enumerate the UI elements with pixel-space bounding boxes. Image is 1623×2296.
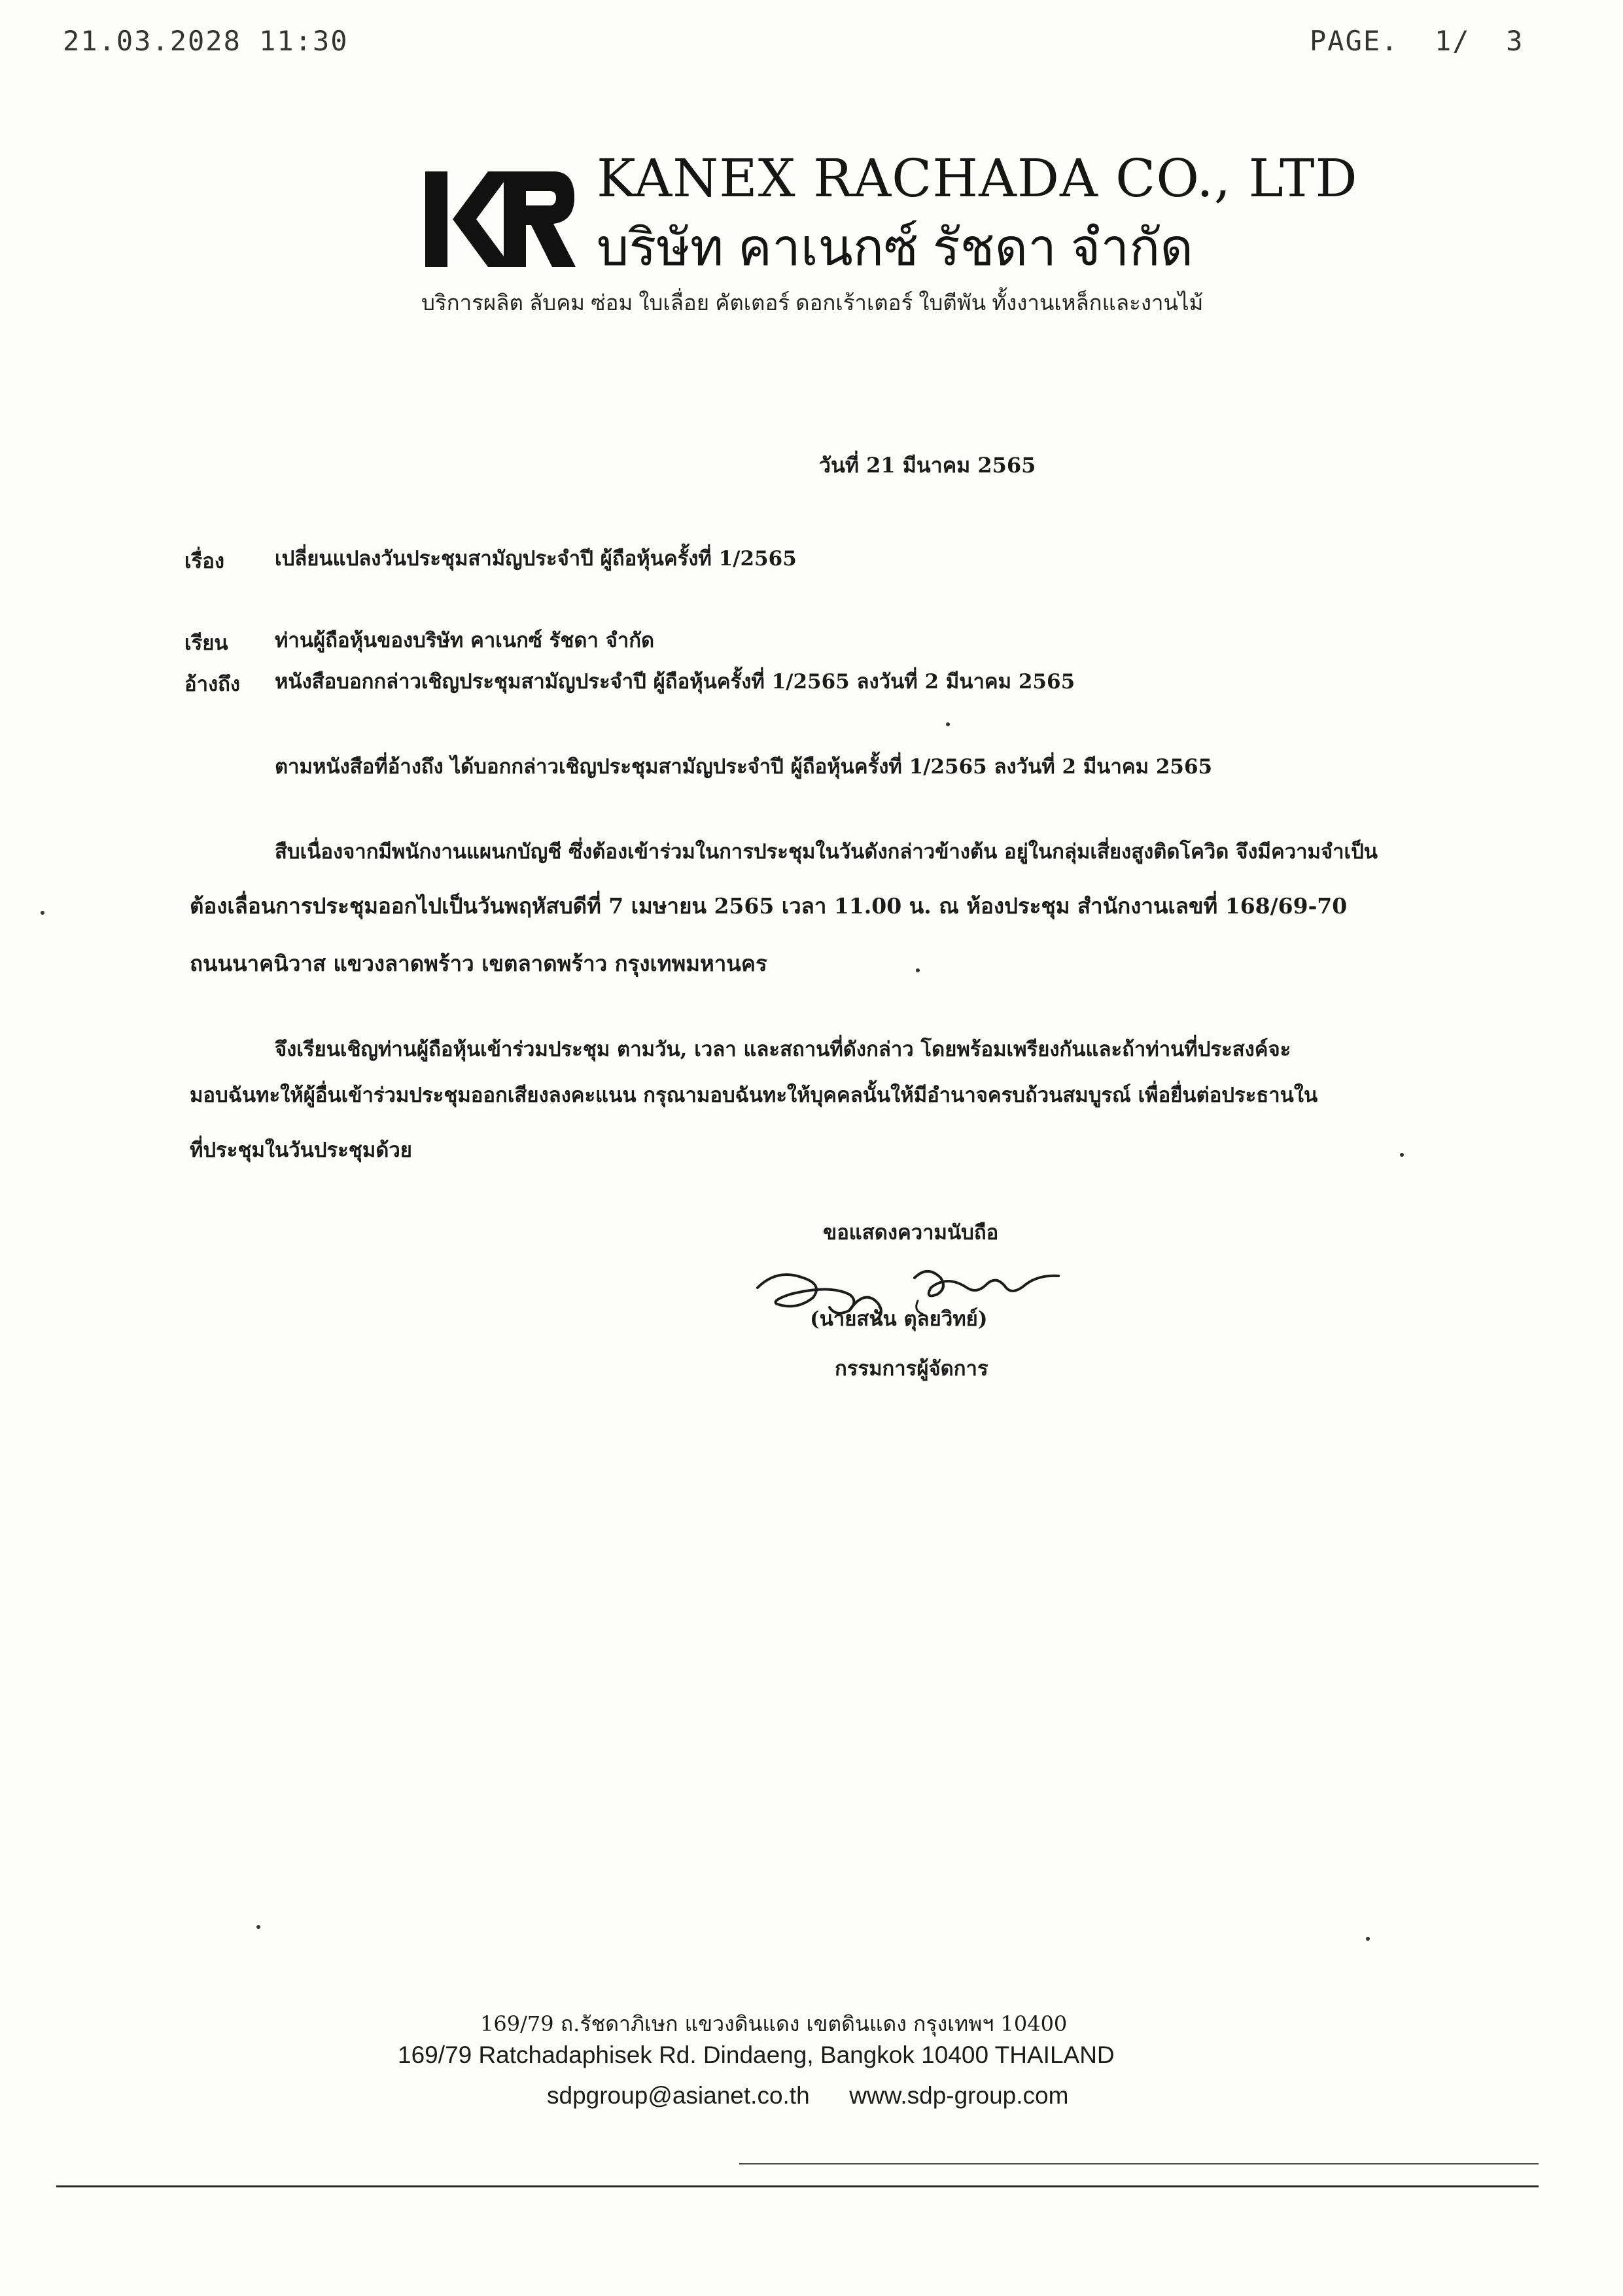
footer-website: www.sdp-group.com (849, 2082, 1069, 2109)
footer-address-th: 169/79 ถ.รัชดาภิเษก แขวงดินแดง เขตดินแดง กรุงเทพฯ 10400 (480, 2011, 1068, 2036)
to-text: ท่านผู้ถือหุ้นของบริษัท คาเนกซ์ รัชดา จำกัด (275, 629, 655, 652)
fax-timestamp: 21.03.2028 11:30 (63, 25, 349, 57)
subject-text: เปลี่ยนแปลงวันประชุมสามัญประจำปี ผู้ถือหุ้นครั้งที่ 1/2565 (275, 547, 797, 571)
footer-email: sdpgroup@asianet.co.th (547, 2082, 810, 2109)
signer-name: (นายสนั่น ตุลยวิทย์) (810, 1307, 988, 1331)
footer-rule-upper (739, 2163, 1539, 2164)
footer-contact (547, 2082, 1068, 2110)
signer-position: กรรมการผู้จัดการ (835, 1357, 988, 1381)
subject-label: เรื่อง (184, 550, 225, 573)
fax-page-indicator: PAGE. 1/ 3 (1310, 25, 1524, 57)
scan-speck (1400, 1153, 1404, 1157)
scan-speck (916, 968, 920, 972)
footer-address-en: 169/79 Ratchadaphisek Rd. Dindaeng, Bangkok 10400 THAILAND (398, 2041, 1115, 2068)
to-label: เรียน (184, 631, 228, 655)
company-name-en: KANEX RACHADA CO., LTD (597, 148, 1358, 209)
letter-date: วันที่ 21 มีนาคม 2565 (819, 453, 1036, 478)
paragraph-3-line-2: มอบฉันทะให้ผู้อื่นเข้าร่วมประชุมออกเสียงลงคะแนน กรุณามอบฉันทะให้บุคคลนั้นให้มีอำนาจครบถ้วนสมบูรณ์ เพื่อยื่นต่อประธานใน (190, 1084, 1318, 1107)
company-logo (425, 171, 576, 267)
scan-speck (41, 911, 44, 915)
footer-rule (56, 2185, 1539, 2187)
ref-text: หนังสือบอกกล่าวเชิญประชุมสามัญประจำปี ผู้ถือหุ้นครั้งที่ 1/2565 ลงวันที่ 2 มีนาคม 2565 (275, 670, 1075, 694)
closing-text: ขอแสดงความนับถือ (823, 1221, 999, 1245)
paragraph-2-line-3: ถนนนาคนิวาส แขวงลาดพร้าว เขตลาดพร้าว กรุงเทพมหานคร (190, 951, 767, 976)
scan-speck (946, 722, 950, 726)
scan-speck (256, 1925, 260, 1929)
paragraph-1: ตามหนังสือที่อ้างถึง ได้บอกกล่าวเชิญประชุมสามัญประจำปี ผู้ถือหุ้นครั้งที่ 1/2565 ลงวันที่ 2 มีนาคม 2565 (275, 755, 1213, 779)
company-services: บริการผลิต ลับคม ซ่อม ใบเลื่อย คัตเตอร์ ดอกเร้าเตอร์ ใบตีพัน ทั้งงานเหล็กและงานไม้ (421, 291, 1204, 315)
paragraph-2-line-2: ต้องเลื่อนการประชุมออกไปเป็นวันพฤหัสบดีที่ 7 เมษายน 2565 เวลา 11.00 น. ณ ห้องประชุม สำนักงานเลขที่ 168/69-70 (190, 893, 1348, 919)
ref-label: อ้างถึง (184, 673, 241, 696)
scan-speck (1366, 1937, 1370, 1941)
paragraph-3-line-1: จึงเรียนเชิญท่านผู้ถือหุ้นเข้าร่วมประชุม ตามวัน, เวลา และสถานที่ดังกล่าว โดยพร้อมเพรียงกันและถ้าท่านที่ประสงค์จะ (275, 1038, 1291, 1061)
paragraph-3-line-3: ที่ประชุมในวันประชุมด้วย (190, 1139, 412, 1162)
paragraph-2-line-1: สืบเนื่องจากมีพนักงานแผนกบัญชี ซึ่งต้องเข้าร่วมในการประชุมในวันดังกล่าวข้างต้น อยู่ในกลุ่มเสี่ยงสูงติดโควิด จึงมีความจำเป็น (275, 840, 1378, 864)
company-name-th: บริษัท คาเนกซ์ รัชดา จำกัด (597, 219, 1194, 276)
